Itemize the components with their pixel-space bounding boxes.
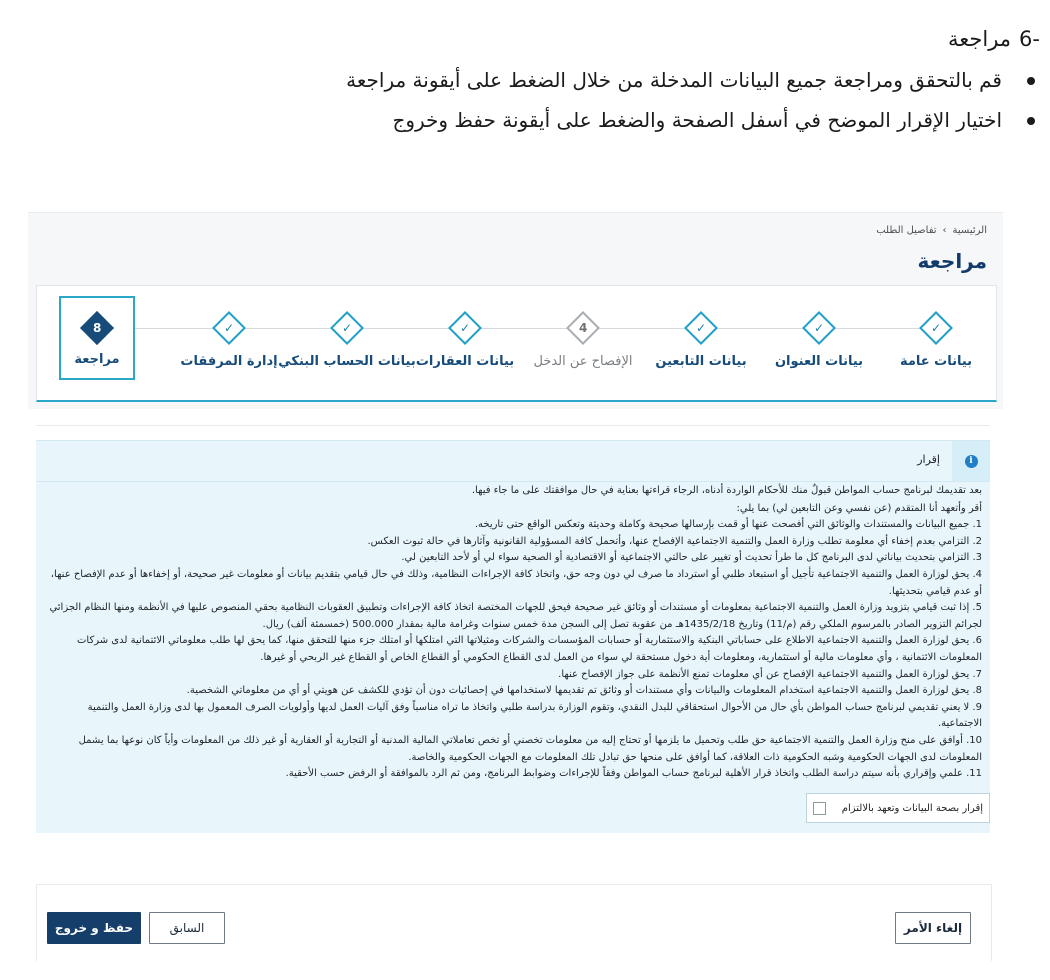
breadcrumb-current: تفاصيل الطلب bbox=[876, 225, 937, 236]
declaration-title: إقرار bbox=[917, 453, 940, 466]
breadcrumb-home[interactable]: الرئيسية bbox=[952, 225, 987, 236]
check-icon: ✓ bbox=[919, 311, 953, 345]
step-label: بيانات التابعين bbox=[655, 354, 747, 369]
step-attachments[interactable] bbox=[164, 308, 294, 369]
step-address[interactable] bbox=[754, 308, 884, 369]
declaration-item: 11. علمي وإقراري بأنه سيتم دراسة الطلب واتخاذ قرار الأهلية لبرنامج حساب المواطن وفقاً للإجراءات وضوابط البرنامج، ومن ثم الرد بالموافقة أو الرفض حسب الأحقية. bbox=[285, 768, 982, 780]
declaration-intro: بعد تقديمك لبرنامج حساب المواطن قبولٌ منك للأحكام الواردة أدناه، الرجاء قراءتها بعناية في حال موافقتك على ما جاء فيها. bbox=[471, 485, 982, 496]
declaration-header bbox=[36, 441, 990, 482]
step-dependents[interactable] bbox=[636, 308, 766, 369]
declaration-item: 7. يحق لوزارة العمل والتنمية الاجتماعية الإفصاح عن أي معلومات تمنع الأنظمة على جواز الإفصاح عنها. bbox=[558, 668, 982, 680]
instructions-heading bbox=[140, 22, 1040, 56]
footer-actions bbox=[36, 884, 992, 961]
step-label: الإفصاح عن الدخل bbox=[533, 354, 633, 369]
step-label: إدارة المرفقات bbox=[180, 354, 278, 369]
declaration-panel bbox=[36, 440, 990, 833]
check-icon: ✓ bbox=[684, 311, 718, 345]
step-real-estate[interactable] bbox=[400, 308, 530, 369]
check-icon: ✓ bbox=[802, 311, 836, 345]
breadcrumb bbox=[876, 225, 987, 236]
instruction-item: قم بالتحقق ومراجعة جميع البيانات المدخلة من خلال الضغط على أيقونة مراجعة bbox=[140, 60, 1002, 100]
step-label: مراجعة bbox=[74, 352, 120, 367]
instructions-list bbox=[140, 60, 1040, 140]
save-exit-button[interactable]: حفظ و خروج bbox=[47, 912, 141, 944]
declaration-item: 2. التزامي بعدم إخفاء أي معلومة تطلب وزارة العمل والتنمية الاجتماعية الإفصاح عنها، وأتحمل كافة المسؤولية القانونية وآثارها في حالة ثبوت العكس. bbox=[367, 535, 982, 547]
info-icon: i bbox=[965, 455, 978, 468]
step-label: بيانات عامة bbox=[899, 354, 973, 369]
step-label: بيانات العقارات bbox=[415, 354, 515, 369]
declaration-item: 8. يحق لوزارة العمل والتنمية الاجتماعية استخدام المعلومات والبيانات وأي مستندات أو وثائق تم تقديمها لاستخدامها في إحصائيات دون أن تؤدي للكشف عن هويتي أو أي من معلوماتي الشخصية. bbox=[186, 685, 982, 697]
check-icon: ✓ bbox=[448, 311, 482, 345]
step-label: بيانات الحساب البنكي bbox=[278, 354, 416, 369]
declaration-lead: أقر وأتعهد أنا المتقدم (عن نفسي وعن التابعين لي) بما يلي: bbox=[736, 502, 982, 514]
step-general-info[interactable] bbox=[871, 308, 1001, 369]
step-label: بيانات العنوان bbox=[774, 354, 864, 369]
instruction-item: اختيار الإقرار الموضح في أسفل الصفحة والضغط على أيقونة حفظ وخروج bbox=[140, 100, 1002, 140]
instructions-number: -6 bbox=[1019, 27, 1040, 51]
step-number-icon: 4 bbox=[566, 311, 600, 345]
instructions-title: مراجعة bbox=[948, 27, 1012, 51]
agree-checkbox-row[interactable] bbox=[806, 793, 990, 823]
page-title: مراجعة bbox=[917, 249, 987, 273]
agree-checkbox[interactable] bbox=[813, 802, 826, 815]
declaration-item: 10. أوافق على منح وزارة العمل والتنمية الاجتماعية حق طلب وتحميل ما يلزمها أو تحتاج إليه من معلومات تخصني أو تخص تعاملاتي المالية المدنية أو التجارية أو العقارية أو غير ذلك من المعلومات وأياً كان نوعها بما يشمل المعلومات لدى الجهات الحكومية وشبه الحكومية ذات العلاقة، كما أوافق على منحها حق تبادل تلك المعلومات مع الجهات الحكومية والخاصة. bbox=[78, 734, 982, 763]
cancel-button[interactable]: إلغاء الأمر bbox=[895, 912, 971, 944]
declaration-item: 4. يحق لوزارة العمل والتنمية الاجتماعية تأجيل أو استبعاد طلبي أو استرداد ما صرف لي دون وجه حق، واتخاذ كافة الإجراءات النظامية، وذلك في حال قيامي بتقديم بيانات أو معلومات غير صحيحة، أو إخفاءها أو عدم الإفصاح عنها، أو عدم قيامي بتحديثها. bbox=[50, 568, 982, 597]
check-icon: ✓ bbox=[330, 311, 364, 345]
breadcrumb-separator: › bbox=[942, 225, 947, 236]
check-icon: ✓ bbox=[212, 311, 246, 345]
step-income-disclosure[interactable] bbox=[518, 308, 648, 369]
step-number-icon: 8 bbox=[80, 311, 114, 345]
app-header bbox=[28, 212, 1003, 409]
instructions bbox=[140, 22, 1040, 140]
agree-label: إقرار بصحة البيانات وتعهد بالالتزام bbox=[841, 802, 983, 814]
declaration-body bbox=[42, 483, 982, 783]
declaration-item: 5. إذا ثبت قيامي بتزويد وزارة العمل والتنمية الاجتماعية بمعلومات أو مستندات أو وثائق غير صحيحة فيحق للجهات المختصة اتخاذ كافة الإجراءات وتطبيق العقوبات النظامية بحقي المنصوص عليها في الأنظمة ومنها النظام الجزائي لجرائم التزوير الصادر بالمرسوم الملكي رقم (م/11) وتاريخ 1435/2/18هـ من عقوبة تصل إلى السجن مدة خمس سنوات وغرامة مالية بمقدار 500.000 (خمسمئة ألف) ريال. bbox=[49, 602, 982, 630]
declaration-item: 6. يحق لوزارة العمل والتنمية الاجتماعية الاطلاع على حساباتي البنكية والاستثمارية أو حسابات المؤسسات والشركات ومثيلاتها التي امتلكها أو امتلك جزء منها للتحقق منها، كما يحق لها طلب معلوماتي الائتمانية لدى شركات المعلومات الائتمانية ، وأي معلومات مالية أو استثمارية، ومعلومات أية دخول مستحقة لي سواء من العمل لدى القطاع الحكومي أو القطاع الخاص أو القطاع غير الربحي أو غيرها. bbox=[76, 635, 982, 663]
step-bank-account[interactable] bbox=[278, 308, 416, 369]
declaration-item: 9. لا يعني تقديمي لبرنامج حساب المواطن بأي حال من الأحوال استحقاقي للبدل النقدي، وتقوم الوزارة بدراسة طلبي واتخاذ ما تراه مناسباً وفق آليات العمل لديها وأولويات الصرف المعمول بها لدى وزارة العمل والتنمية الاجتماعية. bbox=[87, 701, 982, 730]
stepper bbox=[36, 285, 997, 402]
info-cell bbox=[952, 441, 990, 481]
declaration-item: 3. التزامي بتحديث بياناتي لدى البرنامج كل ما طرأ تحديث أو تغيير على حالتي الاجتماعية أو الاقتصادية أو الصحية سواء لي أو لأحد التابعين لي. bbox=[401, 552, 982, 564]
declaration-item: 1. جميع البيانات والمستندات والوثائق التي أفصحت عنها أو قمت بإرسالها صحيحة وكاملة وحديثة وتعكس الواقع حتى تاريخه. bbox=[474, 519, 982, 531]
step-review[interactable] bbox=[59, 296, 135, 380]
section-divider bbox=[36, 425, 990, 426]
previous-button[interactable]: السابق bbox=[149, 912, 225, 944]
